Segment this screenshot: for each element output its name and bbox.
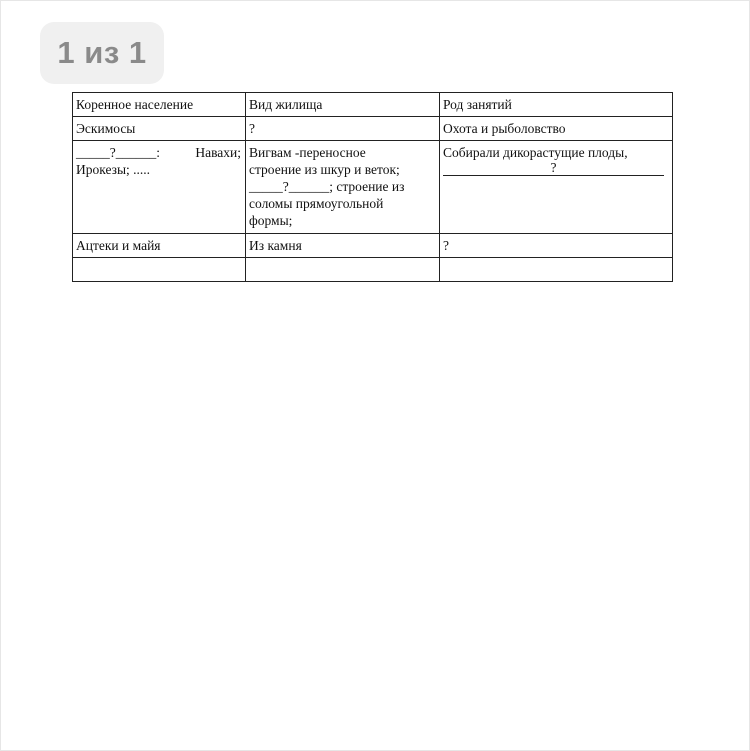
dwelling-line-3: _____?______; строение из — [249, 179, 405, 194]
dwelling-line-5: формы; — [249, 213, 293, 228]
header-occupation: Род занятий — [440, 93, 673, 117]
table-row — [73, 117, 673, 141]
table-row — [73, 141, 673, 234]
table-header-row — [73, 93, 673, 117]
cell-population — [73, 141, 246, 234]
header-population: Коренное население — [73, 93, 246, 117]
cell-population: Эскимосы — [73, 117, 246, 141]
table-row — [73, 258, 673, 282]
population-line-2: Ирокезы; ..... — [76, 162, 151, 177]
cell-dwelling — [246, 258, 440, 282]
page-indicator: 1 из 1 — [40, 22, 164, 84]
cell-occupation: Охота и рыболовство — [440, 117, 673, 141]
cell-occupation: ? — [440, 234, 673, 258]
table-row — [73, 234, 673, 258]
cell-occupation — [440, 141, 673, 234]
population-line-1: _____?______: Навахи; — [76, 145, 241, 160]
cell-population — [73, 258, 246, 282]
occupation-blank-line: ? — [443, 161, 664, 176]
dwelling-line-1: Вигвам -переносное — [249, 145, 366, 160]
cell-occupation — [440, 258, 673, 282]
document-table — [72, 92, 673, 282]
cell-population: Ацтеки и майя — [73, 234, 246, 258]
cell-dwelling: ? — [246, 117, 440, 141]
cell-dwelling — [246, 141, 440, 234]
header-dwelling: Вид жилища — [246, 93, 440, 117]
dwelling-line-4: соломы прямоугольной — [249, 196, 384, 211]
occupation-line-1: Собирали дикорастущие плоды, — [443, 145, 628, 160]
cell-dwelling: Из камня — [246, 234, 440, 258]
dwelling-line-2: строение из шкур и веток; — [249, 162, 400, 177]
